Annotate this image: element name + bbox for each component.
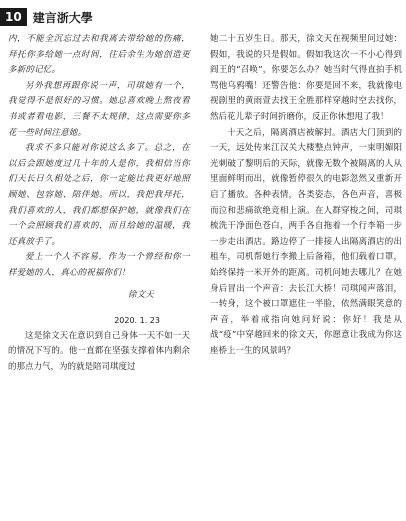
- story-paragraph: 她二十五岁生日。那天，徐文天在视频里问过她：假如，我说的只是假如。假如我这次一不小心得到阎王的“召唤”，你要怎么办？她当时气得直拍手机骂他乌鸦嘴！还警告他：你要是回不来，我就像电视剧里的黄雨萱去找王全胜那样穿越时空去找你，然后花儿辈子时间折磨你，反正你休想甩了我！: [210, 34, 402, 122]
- letter-paragraph: 我求不多只能对你说这么多了。总之，在以后会跟她度过几十年的人是你，我相信当你们天长日久相处之后，你一定能比我更好地照顾她、包容她、陪伴她。所以，我把我拜托，我们喜欢的人，我们都想保护她，就像我们在一个会照顾我们喜欢的，而且给她的温暖，我还真放手了。: [8, 143, 190, 247]
- story-paragraph: 十天之后，隔离酒店被解封。酒店大门顶到的一天，远处传来江汉关大楼整点钟声，一束明媚阳光刺破了黎明后的天际，就像无数个被隔离的人从里面鲜明而出，就像暂停很久的电影忽然又重新开启了播放。各种表情，各类姿态，各色声音，喜极而泣和悲痛欲绝竞相上演。在人群穿梭之间，司琪梳洗干净面色苍白，两手各自拖着一个行李箱一步一步走出酒店。路边停了一排接人出隔离酒店的出租车，司机帮她行李搬上后备箱，他们载着口罩，始终保持一米开外的距离。司机问她去哪儿？在她身后冒出一个声音：去长江大桥！司琪闻声落泪，一转身，这个被口罩遮住一半脸，依然满眼笑意的声音，举着戒指向她问好说：你好！我是从战“疫”中穿越回来的徐文天，你愿意让我成为你这座桥上一生的风景吗？: [210, 127, 402, 356]
- page-header: [0, 8, 93, 26]
- left-column: [8, 32, 190, 375]
- letter-paragraph: 另外我想再跟你说一声，司琪她有一个，我觉得不是很好的习惯。她总喜欢晚上熬夜看书或者看电影，三餐不太规律，这点需要你多花一些时间注意她。: [8, 80, 190, 138]
- letter-paragraph: 爱上一个人不容易，作为一个曾经和你一样爱她的人，真心的祝福你们！: [8, 252, 190, 278]
- letter-block: [8, 32, 190, 303]
- page-number: 10: [0, 8, 27, 26]
- magazine-title: 建言浙大學: [32, 10, 93, 25]
- right-column: [210, 32, 402, 359]
- letter-date: 2020. 1. 23: [114, 316, 160, 326]
- letter-signature: 徐文天: [127, 289, 154, 300]
- letter-paragraph: 内，不能全沉忘过去和我离去带给她的伤痛，拜托你多给她一点时间，往后余生为她创造更多新的记忆。: [8, 34, 190, 76]
- narrative-paragraph: 这是徐文天在意识到自己身体一天不如一天的情况下写的。他一直都在坚强支撑着体内剩余的那点力气，为的就是陪司琪度过: [8, 330, 190, 372]
